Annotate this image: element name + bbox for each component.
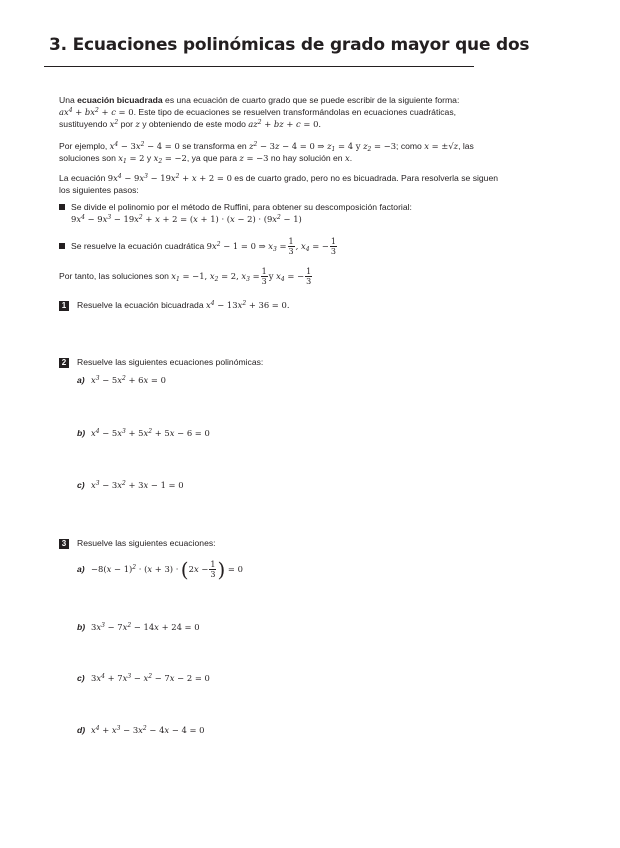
section-title: 3. Ecuaciones polinómicas de grado mayor que dos [49,35,530,55]
bullet-ruffini: Se divide el polinomio por el método de Ruffini, para obtener su descomposición factorial: [59,202,412,213]
exercise-number-badge: 2 [59,358,69,368]
exercise-2-statement: Resuelve las siguientes ecuaciones polinómicas: [77,357,264,367]
bullet-square-icon [59,243,65,249]
exercise-2b: b) $x^4 - 5x^3 + 5x^2 + 5x - 6 = 0$ [77,428,210,438]
intro-line-2: $ax^4 + bx^2 + c = 0$. Este tipo de ecuaciones se resuelven transformándolas en ecuaciones cuadráticas, [59,107,457,117]
intro-line-1: Una ecuación bicuadrada es una ecuación de cuarto grado que se puede escribir de la siguiente forma: [59,95,460,105]
exercise-number-badge: 3 [59,539,69,549]
exercise-3b: b) $3x^3 - 7x^2 - 14x + 24 = 0$ [77,622,200,632]
bullet-quadratic: Se resuelve la ecuación cuadrática $9x^2 - 1 = 0$ ⇒ $x_3$ = $\frac{1}{3}$ , $x_4$ = − $\frac{1}{3}$ [59,234,338,258]
example-line-2: soluciones son $x_1 = 2$ y $x_2 = -2$, ya que para z = −3 no hay solución en x. [59,153,353,165]
general-form: $ax^4 + bx^2 + c = 0$ [59,107,134,117]
keyword-bicuadrada: ecuación bicuadrada [77,95,163,105]
title-divider [44,66,474,67]
exercise-3d: d) $x^4 + x^3 - 3x^2 - 4x - 4 = 0$ [77,725,205,735]
exercise-3a: $a) -8(x - 1)^2 \cdot (x + 3) \cdot (2x$ − $\frac{1}{3}$ ) = 0 [77,557,243,582]
conclusion: Por tanto, las soluciones son $x_1 = -1$, $x_2 = 2$, $x_3$ = $\frac{1}{3}$ y $x_4$ = − $\frac{1}{3}$ [59,267,312,287]
exercise-1-statement: Resuelve la ecuación bicuadrada $x^4 - 13x^2 + 36 = 0$. [77,300,290,310]
method-line-2: los siguientes pasos: [59,185,139,195]
intro-line-3: sustituyendo $x^2$ por z y obteniendo de este modo $az^2$ + bz + c = 0. [59,119,322,129]
factorization: $9x^4 - 9x^3 - 19x^2 + x + 2 = (x + 1) \cdot (x - 2) \cdot (9x^2 - 1)$ [71,214,302,224]
example-line-1: Por ejemplo, $x^4 - 3x^2 - 4 = 0$ se transforma en $z^2 - 3z - 4 = 0$ ⇒ $z_1 = 4$ y $z_2 = -3$; como x = ±√z, las [59,141,474,153]
exercise-number-badge: 1 [59,301,69,311]
exercise-3c: c) $3x^4 + 7x^3 - x^2 - 7x - 2 = 0$ [77,673,210,683]
exercise-3-statement: Resuelve las siguientes ecuaciones: [77,538,216,548]
bullet-square-icon [59,204,65,210]
exercise-2c: c) $x^3 - 3x^2 + 3x - 1 = 0$ [77,480,184,490]
exercise-2a: a) $x^3 - 5x^2 + 6x = 0$ [77,375,166,385]
method-line-1: La ecuación $9x^4 - 9x^3 - 19x^2 + x + 2 = 0$ es de cuarto grado, pero no es bicuadrada. Para resolverla se siguen [59,173,499,183]
